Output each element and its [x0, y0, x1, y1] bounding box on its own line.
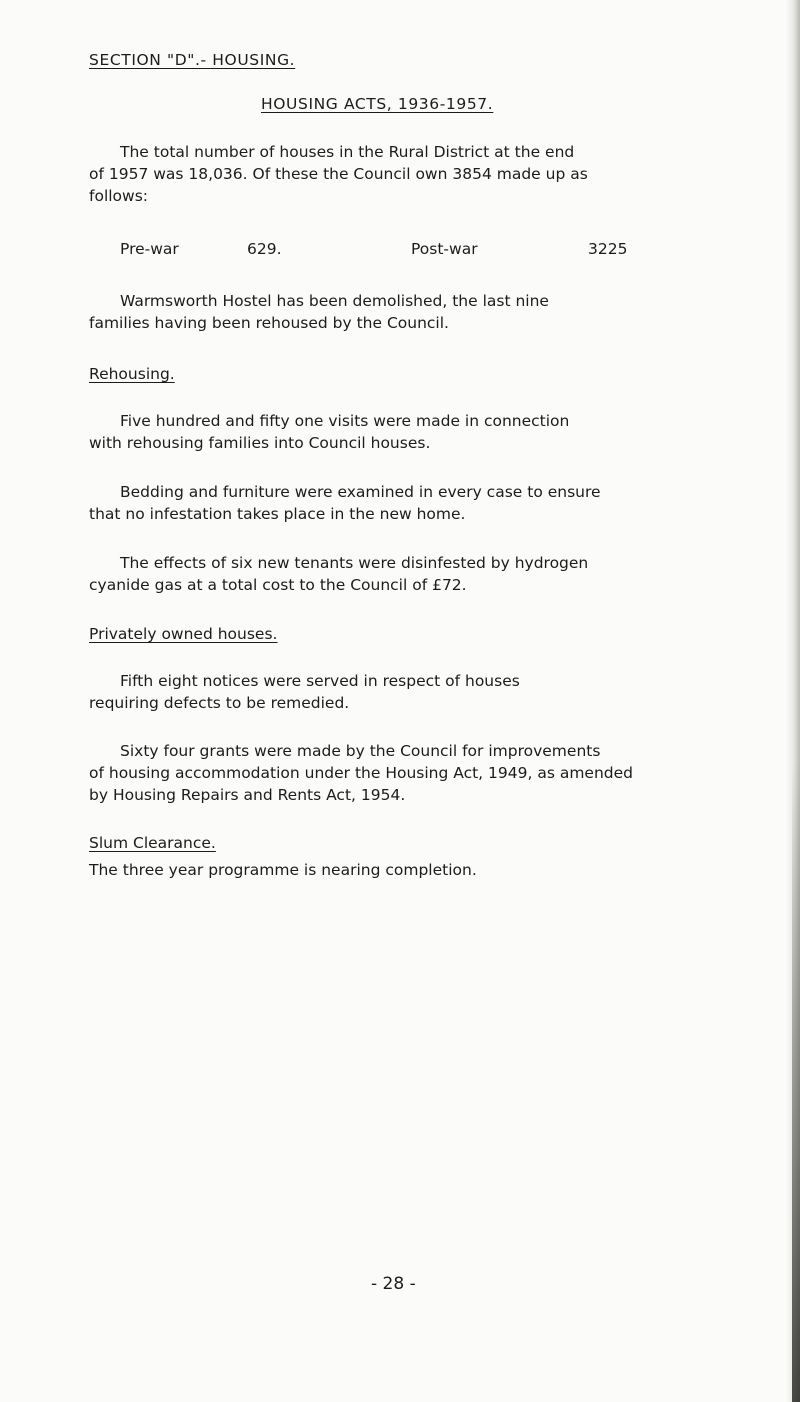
scan-edge-dark-band: [792, 760, 800, 1402]
rehousing-p3-line-2: cyanide gas at a total cost to the Council of £72.: [89, 576, 467, 594]
privately-owned-heading: Privately owned houses.: [89, 625, 278, 643]
rehousing-p1-line-1: Five hundred and fifty one visits were made in connection: [120, 412, 570, 430]
section-heading: SECTION "D".- HOUSING.: [89, 51, 296, 69]
private-p2-line-2: of housing accommodation under the Housing Act, 1949, as amended: [89, 764, 634, 782]
hostel-line-1: Warmsworth Hostel has been demolished, the last nine: [120, 292, 549, 310]
slum-clearance-p1: The three year programme is nearing completion.: [89, 861, 477, 879]
pre-war-value: 629.: [247, 240, 282, 258]
rehousing-p3-line-1: The effects of six new tenants were disinfested by hydrogen: [120, 554, 589, 572]
private-p1-line-2: requiring defects to be remedied.: [89, 694, 350, 712]
subheading: HOUSING ACTS, 1936-1957.: [261, 95, 494, 113]
intro-line-3: follows:: [89, 187, 149, 205]
rehousing-p1-line-2: with rehousing families into Council houses.: [89, 434, 431, 452]
hostel-line-2: families having been rehoused by the Council.: [89, 314, 449, 332]
rehousing-p2-line-2: that no infestation takes place in the new home.: [89, 505, 466, 523]
intro-line-2: of 1957 was 18,036. Of these the Council own 3854 made up as: [89, 165, 588, 183]
private-p2-line-3: by Housing Repairs and Rents Act, 1954.: [89, 786, 406, 804]
rehousing-p2-line-1: Bedding and furniture were examined in every case to ensure: [120, 483, 601, 501]
post-war-value: 3225: [588, 240, 628, 258]
slum-clearance-heading: Slum Clearance.: [89, 834, 216, 852]
pre-war-label: Pre-war: [120, 240, 179, 258]
intro-line-1: The total number of houses in the Rural District at the end: [120, 143, 575, 161]
private-p2-line-1: Sixty four grants were made by the Council for improvements: [120, 742, 601, 760]
page-number: - 28 -: [371, 1274, 416, 1294]
rehousing-heading: Rehousing.: [89, 365, 175, 383]
post-war-label: Post-war: [411, 240, 478, 258]
private-p1-line-1: Fifth eight notices were served in respect of houses: [120, 672, 520, 690]
